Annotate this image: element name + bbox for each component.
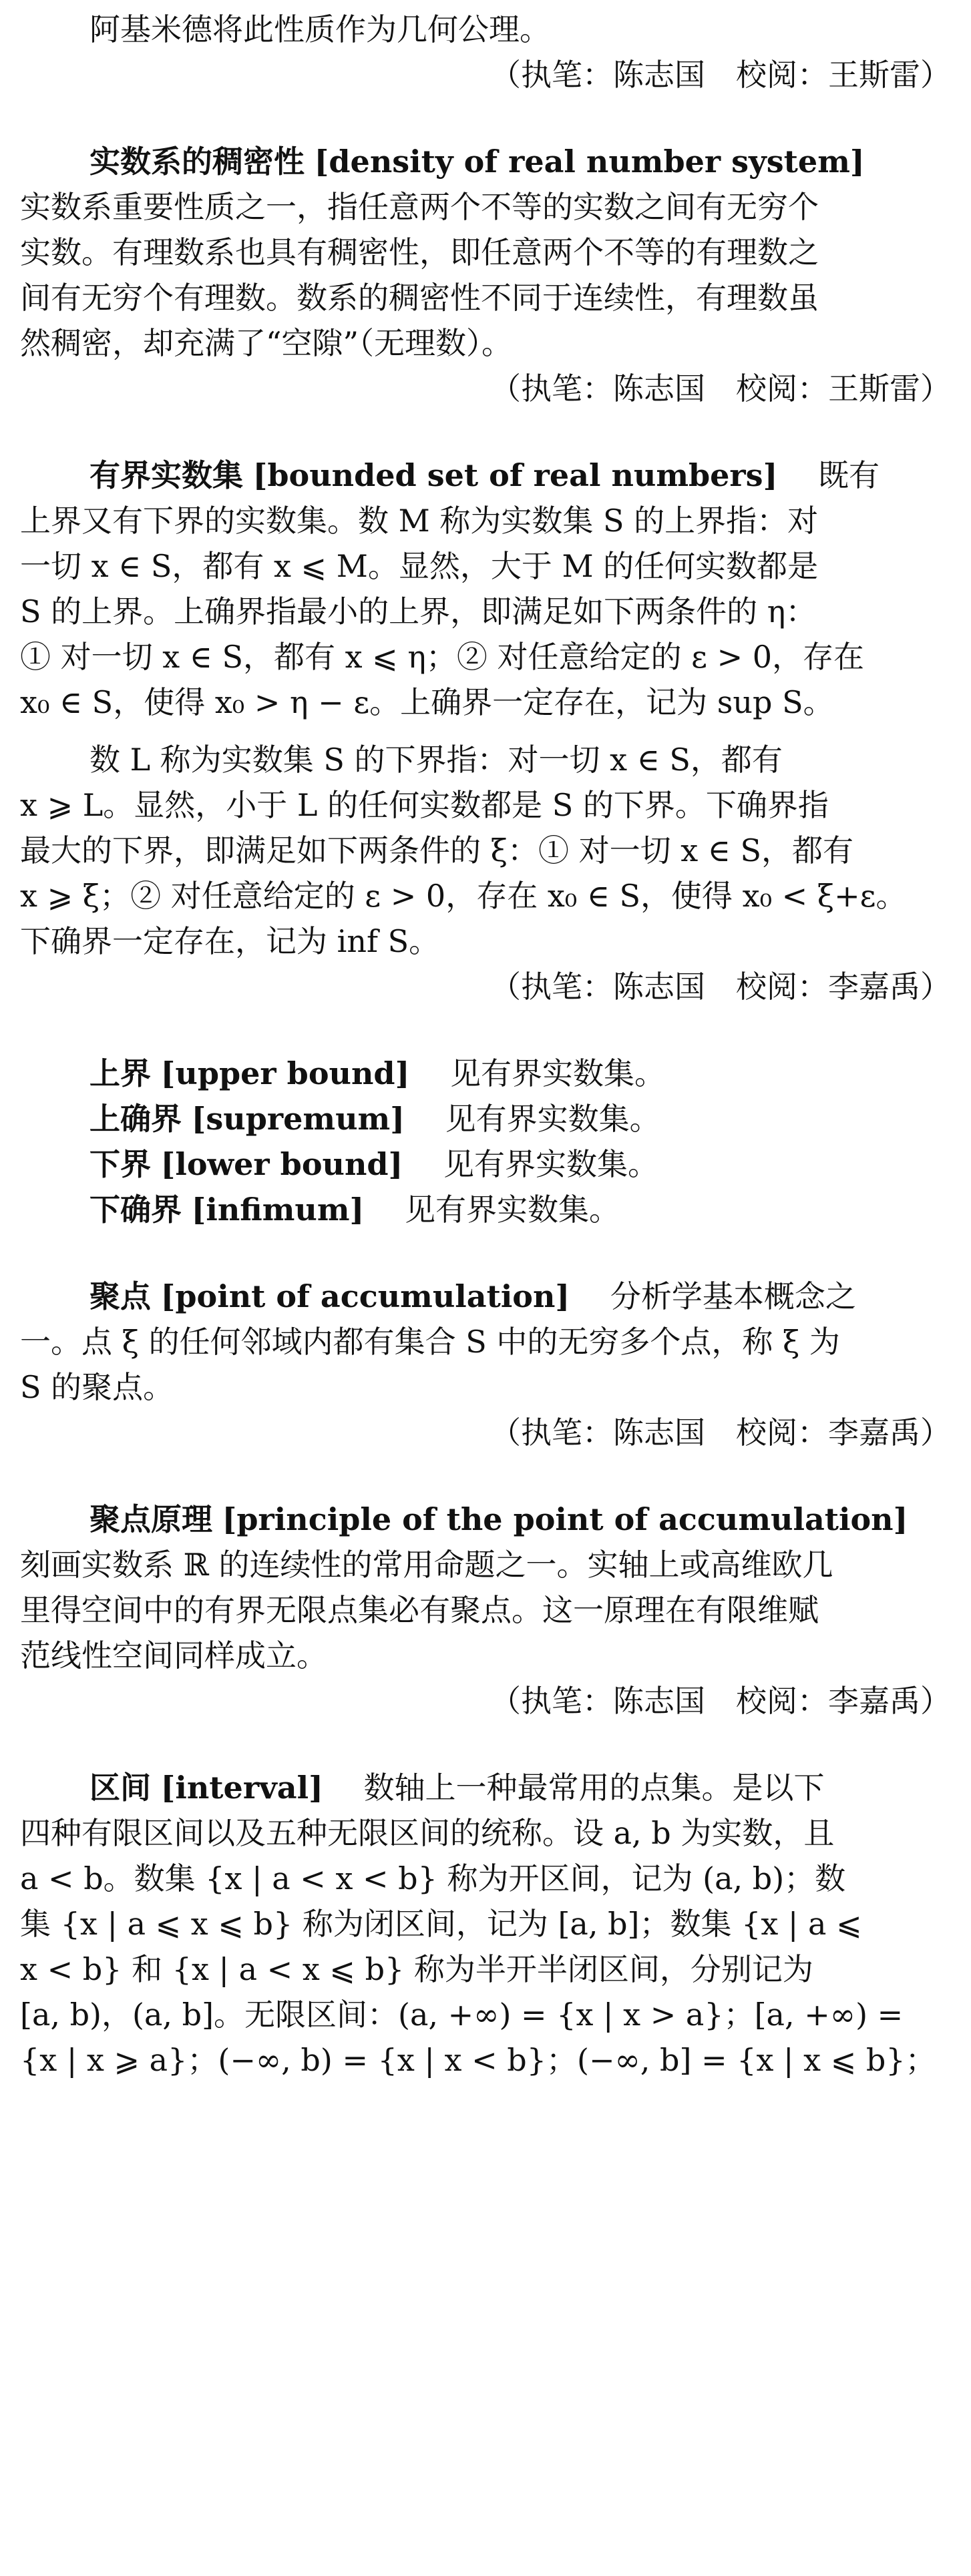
entry-headword: 有界实数集 <box>89 457 243 493</box>
entry-headword: 上界 <box>89 1055 151 1091</box>
text-line: 实数。有理数系也具有稠密性，即任意两个不等的有理数之 <box>20 234 819 270</box>
text-line: x ⩾ L。显然，小于 L 的任何实数都是 S 的下界。下确界指 <box>20 787 829 823</box>
text-line: 一。点 ξ 的任何邻域内都有集合 S 中的无穷多个点，称 ξ 为 <box>20 1324 840 1360</box>
entry-accumulation-point <box>20 1274 951 1455</box>
entry-english-term: [point of accumulation] <box>160 1278 570 1314</box>
text-line: 刻画实数系 ℝ 的连续性的常用命题之一。实轴上或高维欧几 <box>20 1547 833 1583</box>
text-line: S 的上界。上确界指最小的上界，即满足如下两条件的 η： <box>20 593 817 629</box>
entry-headword: 实数系的稠密性 <box>89 144 305 180</box>
entry-upper-bound <box>20 1051 951 1096</box>
entry-english-term: [interval] <box>160 1770 323 1806</box>
text-line: 四种有限区间以及五种无限区间的统称。设 a, b 为实数，且 <box>20 1815 835 1851</box>
author-credit: （执笔：陈志国 校阅：王斯雷） <box>490 57 951 93</box>
text-line: 然稠密，却充满了“空隙”（无理数）。 <box>20 325 513 361</box>
entry-lower-bound <box>20 1141 951 1187</box>
text-line: {x | x ⩾ a}；(−∞, b) = {x | x < b}；(−∞, b] = {x | x ⩽ b}； <box>20 2042 936 2078</box>
text-line: a < b。数集 {x | a < x < b} 称为开区间，记为 (a, b)；数 <box>20 1860 846 1896</box>
entry-english-term: [density of real number system] <box>314 144 865 180</box>
entry-english-term: [lower bound] <box>160 1146 403 1182</box>
author-credit: （执笔：陈志国 校阅：李嘉禹） <box>490 1414 951 1451</box>
text-line: 最大的下界，即满足如下两条件的 ξ：① 对一切 x ∈ S，都有 <box>20 832 853 868</box>
cross-reference: 见有界实数集。 <box>443 1146 658 1182</box>
entry-headword: 下确界 <box>89 1192 182 1228</box>
entry-english-term: [infimum] <box>191 1192 365 1228</box>
text-line: 一切 x ∈ S，都有 x ⩽ M。显然，大于 M 的任何实数都是 <box>20 548 819 584</box>
text-line: ① 对一切 x ∈ S，都有 x ⩽ η；② 对任意给定的 ε > 0，存在 <box>20 639 865 675</box>
entry-density <box>20 139 951 411</box>
entry-bounded-set <box>20 453 951 1009</box>
text-line: 下确界一定存在，记为 inf S。 <box>20 923 440 959</box>
entry-headword: 聚点原理 <box>89 1501 212 1537</box>
entry-infimum <box>20 1187 951 1232</box>
cross-reference: 见有界实数集。 <box>445 1101 660 1137</box>
entry-accumulation-principle <box>20 1497 951 1724</box>
entry-supremum <box>20 1096 951 1141</box>
text-line: 阿基米德将此性质作为几何公理。 <box>89 11 550 47</box>
author-credit: （执笔：陈志国 校阅：李嘉禹） <box>490 1683 951 1719</box>
author-credit: （执笔：陈志国 校阅：王斯雷） <box>490 370 951 407</box>
entry-english-term: [upper bound] <box>160 1055 410 1091</box>
entry-headword: 聚点 <box>89 1278 151 1314</box>
text-line: x < b} 和 {x | a < x ⩽ b} 称为半开半闭区间，分别记为 <box>20 1951 813 1987</box>
entry-english-term: [principle of the point of accumulation] <box>222 1501 908 1537</box>
entry-headword: 下界 <box>89 1146 151 1182</box>
text-line: [a, b)，(a, b]。无限区间：(a, +∞) = {x | x > a}；[a, +∞) = <box>20 1997 904 2033</box>
text-line: x₀ ∈ S，使得 x₀ > η − ε。上确界一定存在，记为 sup S。 <box>20 684 834 720</box>
text-line: x ⩾ ξ；② 对任意给定的 ε > 0，存在 x₀ ∈ S，使得 x₀ < ξ+ε。 <box>20 878 907 914</box>
entry-headword: 区间 <box>89 1770 151 1806</box>
text-run: 分析学基本概念之 <box>610 1278 856 1314</box>
text-line: 集 {x | a ⩽ x ⩽ b} 称为闭区间，记为 [a, b]；数集 {x | a ⩽ <box>20 1906 862 1942</box>
text-line: 实数系重要性质之一，指任意两个不等的实数之间有无穷个 <box>20 189 819 225</box>
entry-headword: 上确界 <box>89 1101 182 1137</box>
entry-english-term: [bounded set of real numbers] <box>252 457 778 493</box>
cross-reference: 见有界实数集。 <box>404 1192 620 1228</box>
cross-reference: 见有界实数集。 <box>449 1055 665 1091</box>
text-run: 数轴上一种最常用的点集。是以下 <box>363 1770 825 1806</box>
text-line: S 的聚点。 <box>20 1369 174 1405</box>
entry-interval <box>20 1765 951 2083</box>
text-line: 间有无穷个有理数。数系的稠密性不同于连续性，有理数虽 <box>20 280 819 316</box>
author-credit: （执笔：陈志国 校阅：李嘉禹） <box>490 969 951 1005</box>
text-line: 数 L 称为实数集 S 的下界指：对一切 x ∈ S，都有 <box>89 742 783 778</box>
text-run: 既有 <box>787 457 880 493</box>
text-line: 上界又有下界的实数集。数 M 称为实数集 S 的上界指：对 <box>20 503 819 539</box>
text-line: 里得空间中的有界无限点集必有聚点。这一原理在有限维赋 <box>20 1592 819 1628</box>
text-line: 范线性空间同样成立。 <box>20 1637 327 1673</box>
entry-english-term: [supremum] <box>191 1101 405 1137</box>
